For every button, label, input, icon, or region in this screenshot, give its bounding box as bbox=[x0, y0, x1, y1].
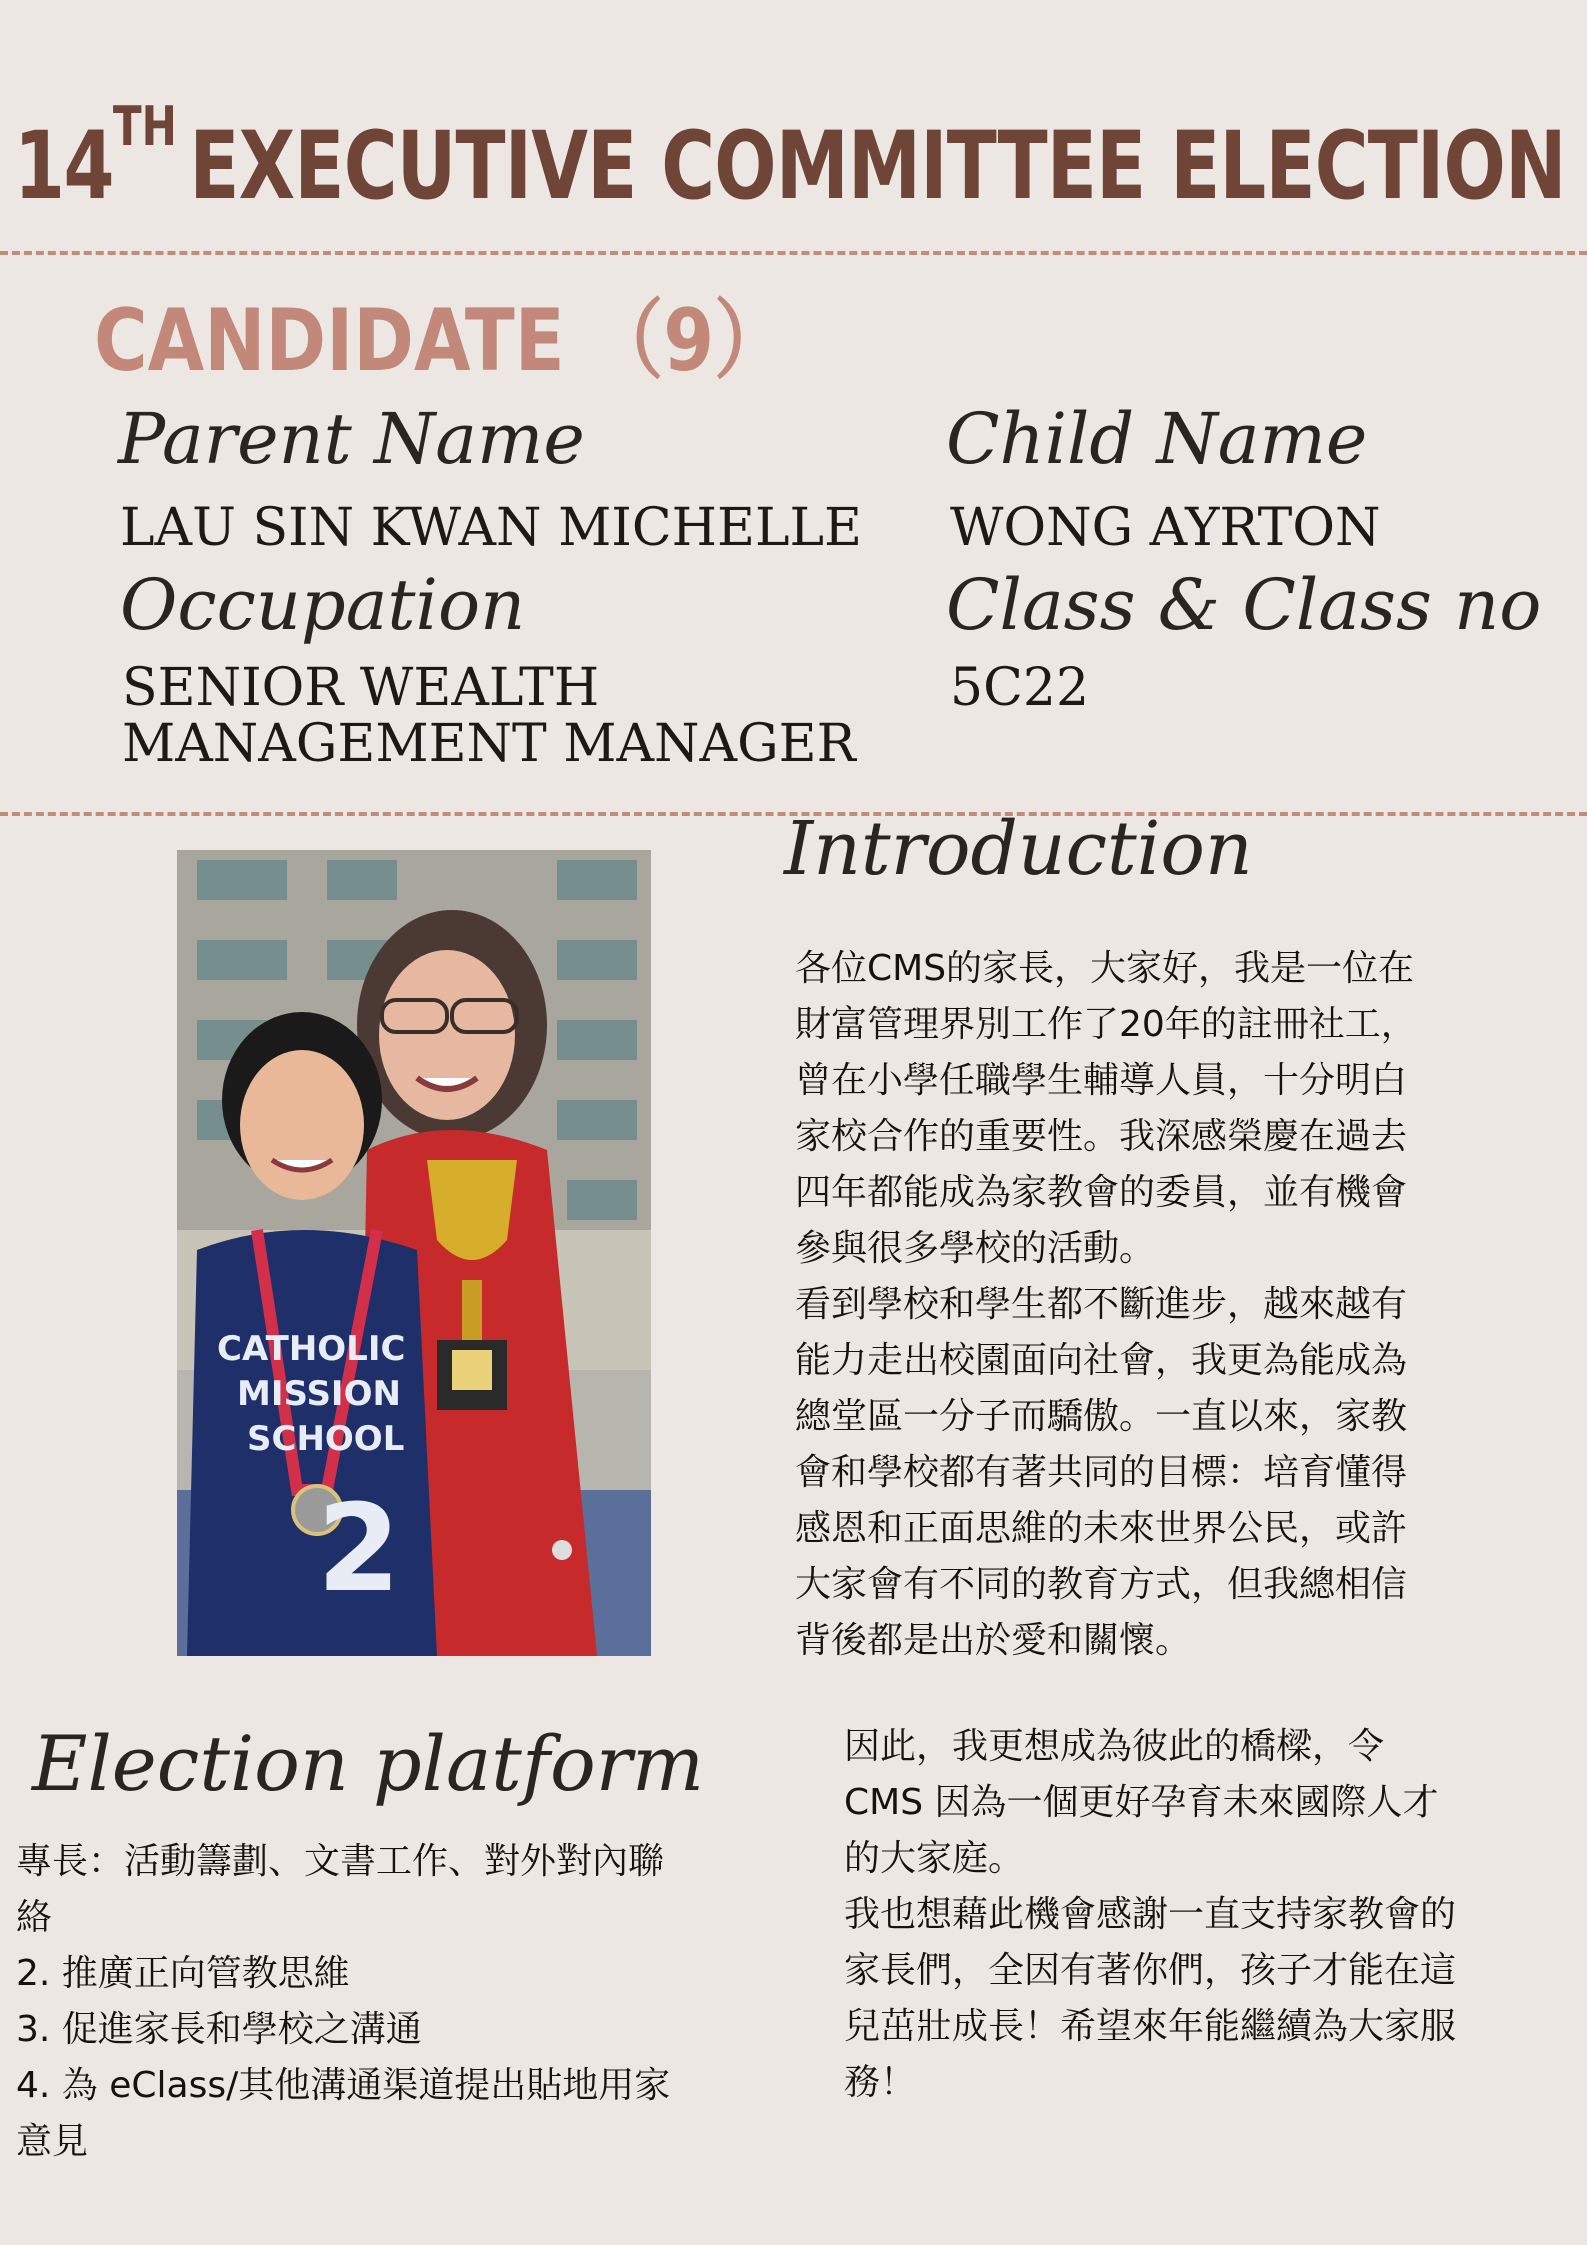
closing-text bbox=[844, 1719, 1456, 2111]
occupation-value-line-1: SENIOR WEALTH bbox=[122, 658, 600, 718]
class-label: Class & Class no bbox=[946, 564, 1542, 646]
closing-line: 兒茁壯成長！希望來年能繼續為大家服 bbox=[844, 2006, 1457, 2047]
intro-line: 總堂區一分子而驕傲。一直以來，家教 bbox=[795, 1396, 1408, 1437]
platform-line: 意見 bbox=[16, 2121, 89, 2162]
occupation-value-line-2: MANAGEMENT MANAGER bbox=[122, 714, 856, 774]
jersey-text-line-3: SCHOOL bbox=[247, 1419, 405, 1459]
occupation-label: Occupation bbox=[120, 564, 526, 646]
title-number: 14 bbox=[14, 112, 113, 221]
child-name-value: WONG AYRTON bbox=[950, 498, 1381, 558]
platform-line: 2. 推廣正向管教思維 bbox=[16, 1953, 350, 1994]
jersey-text-line-1: CATHOLIC bbox=[217, 1329, 406, 1369]
closing-line: 的大家庭。 bbox=[844, 1838, 1025, 1879]
intro-line: 感恩和正面思維的未來世界公民，或許 bbox=[795, 1508, 1408, 1549]
class-value: 5C22 bbox=[950, 658, 1090, 718]
intro-line: 背後都是出於愛和關懷。 bbox=[795, 1620, 1192, 1661]
closing-line: 家長們，全因有著你們，孩子才能在這 bbox=[844, 1950, 1457, 1991]
page-title bbox=[14, 95, 1566, 221]
parent-name-label: Parent Name bbox=[118, 398, 585, 480]
child-name-label: Child Name bbox=[946, 398, 1368, 480]
intro-line: 能力走出校園面向社會，我更為能成為 bbox=[795, 1340, 1408, 1381]
intro-line: 各位CMS的家長，大家好，我是一位在 bbox=[795, 948, 1415, 989]
introduction-heading: Introduction bbox=[784, 806, 1253, 892]
photo-illustration bbox=[177, 850, 651, 1656]
jersey-text-line-2: MISSION bbox=[237, 1374, 401, 1414]
intro-line: 大家會有不同的教育方式，但我總相信 bbox=[795, 1564, 1408, 1605]
platform-line: 絡 bbox=[16, 1897, 53, 1938]
top-divider bbox=[0, 251, 1587, 255]
closing-line: CMS 因為一個更好孕育未來國際人才 bbox=[844, 1782, 1439, 1823]
intro-line: 參與很多學校的活動。 bbox=[795, 1228, 1156, 1269]
platform-text bbox=[16, 1834, 670, 2170]
title-main: EXECUTIVE COMMITTEE ELECTION bbox=[189, 112, 1566, 221]
intro-line: 四年都能成為家教會的委員，並有機會 bbox=[795, 1172, 1408, 1213]
closing-line: 務！ bbox=[844, 2062, 917, 2103]
intro-line: 看到學校和學生都不斷進步，越來越有 bbox=[795, 1284, 1408, 1325]
candidate-photo bbox=[177, 850, 651, 1656]
closing-line: 因此，我更想成為彼此的橋樑，令 bbox=[844, 1726, 1385, 1767]
platform-line: 4. 為 eClass/其他溝通渠道提出貼地用家 bbox=[16, 2065, 671, 2106]
intro-line: 財富管理界別工作了20年的註冊社工， bbox=[795, 1004, 1417, 1045]
intro-line: 曾在小學任職學生輔導人員，十分明白 bbox=[795, 1060, 1408, 1101]
closing-line: 我也想藉此機會感謝一直支持家教會的 bbox=[844, 1894, 1457, 1935]
platform-line: 專長：活動籌劃、文書工作、對外對內聯 bbox=[16, 1841, 665, 1882]
title-superscript: TH bbox=[112, 95, 177, 158]
intro-line: 會和學校都有著共同的目標：培育懂得 bbox=[795, 1452, 1408, 1493]
parent-name-value: LAU SIN KWAN MICHELLE bbox=[120, 498, 862, 558]
platform-heading: Election platform bbox=[32, 1719, 705, 1808]
platform-line: 3. 促進家長和學校之溝通 bbox=[16, 2009, 422, 2050]
intro-line: 家校合作的重要性。我深感榮慶在過去 bbox=[795, 1116, 1408, 1157]
introduction-text bbox=[795, 941, 1417, 1669]
jersey-number: 2 bbox=[317, 1480, 401, 1619]
candidate-heading: CANDIDATE （9） bbox=[94, 291, 788, 391]
